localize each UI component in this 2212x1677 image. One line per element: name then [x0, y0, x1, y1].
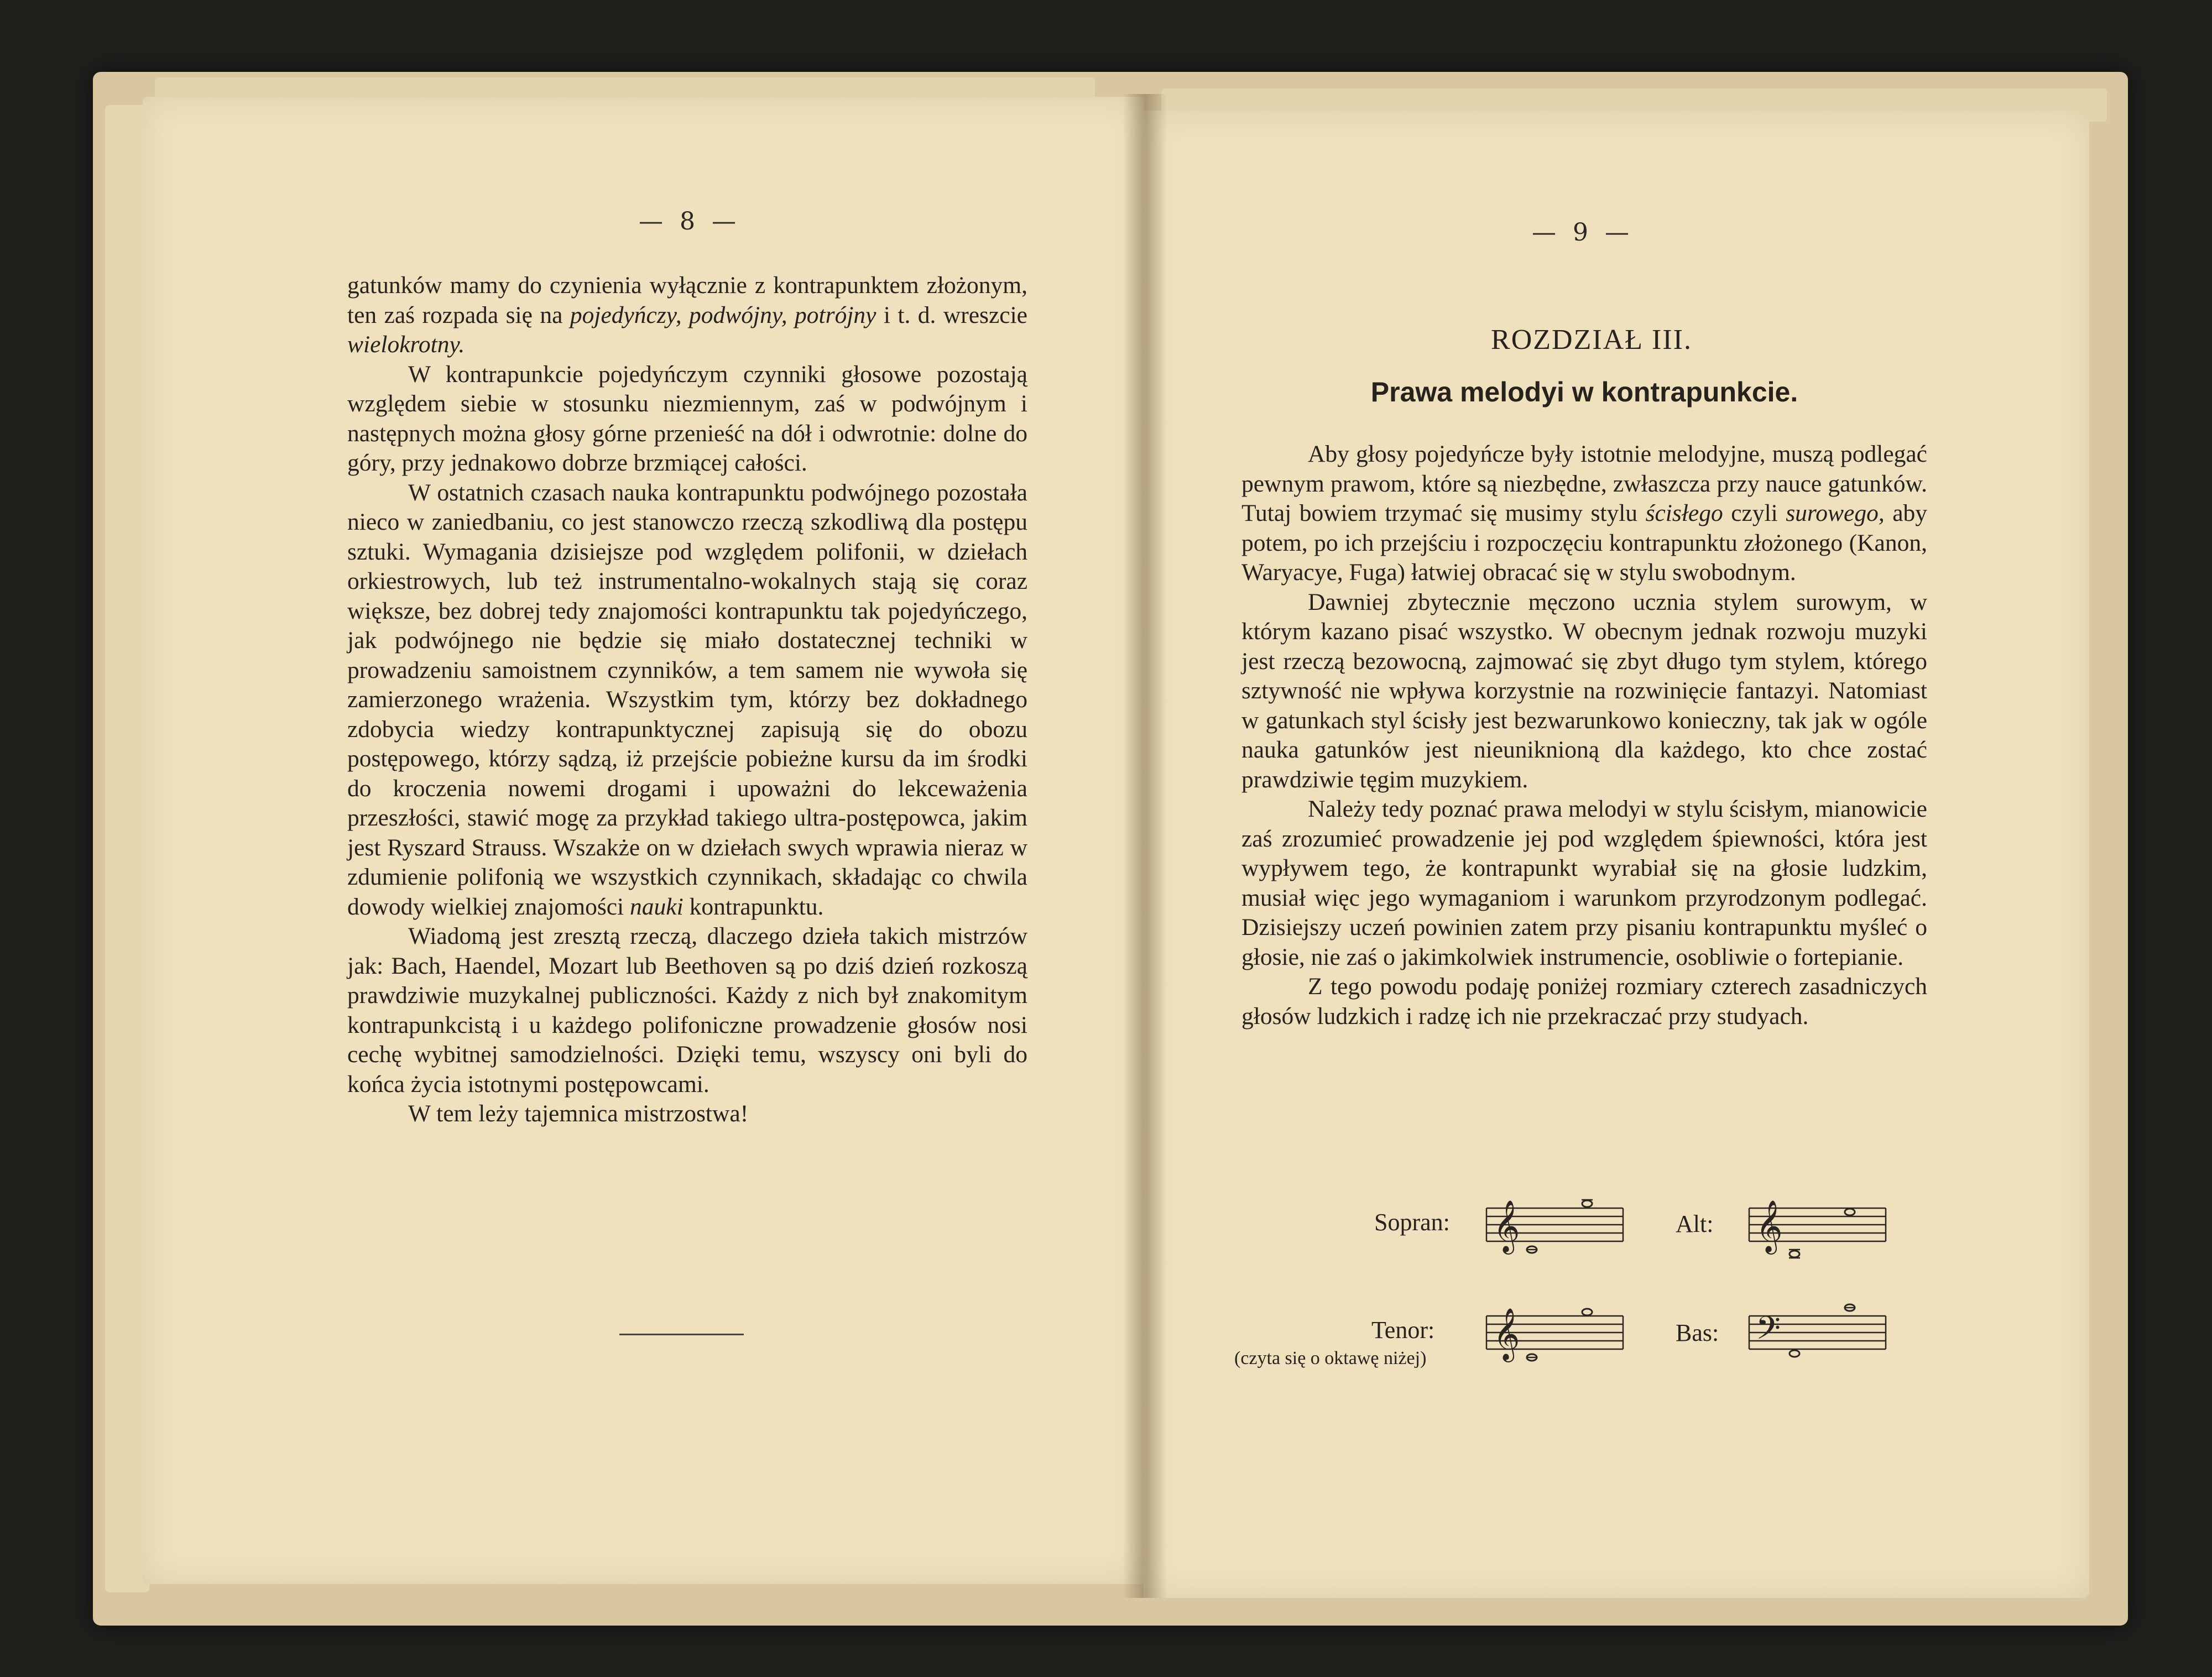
- page-number-left: — 8 —: [639, 207, 740, 236]
- end-rule: [619, 1334, 744, 1335]
- voice-label-bass: Bas:: [1676, 1319, 1719, 1346]
- right-page-text: [1241, 440, 1927, 1031]
- right-paragraph-2: Dawniej zbytecznie męczono ucznia stylem surowym, w którym kazano pisać wszystko. W obecnym jednak rozwoju muzyki jest rzeczą bezowocną, zajmować się zbyt długo tym stylem, którego sztywność nie wpływa korzystnie na rozwinięcie fantazyi. Natomiast w gatunkach styl ścisły jest bezwarunkowo konieczny, tak jak w ogóle nauka gatunków jest nieuniknioną dla każdego, kto chce zostać prawdziwie tęgim muzykiem.: [1241, 588, 1927, 793]
- left-paragraph-1: [347, 271, 1027, 360]
- chapter-subtitle: Prawa melodyi w kontrapunkcie.: [1370, 377, 1798, 408]
- left-paragraph-5: W tem leży tajemnica mistrzostwa!: [408, 1100, 749, 1127]
- left-p1-text: gatunków mamy do czynienia wyłącznie z kontrapunktem złożonym, ten zaś rozpada się na pojedyńczy, podwójny, potrójny i t. d. wreszcie wielokrotny.: [347, 272, 1027, 358]
- alto-staff: [1745, 1194, 1888, 1277]
- treble-clef-icon: 𝄞: [1493, 1200, 1520, 1252]
- soprano-high-note: [1582, 1200, 1592, 1207]
- right-paragraph-4: Z tego powodu podaję poniżej rozmiary czterech zasadniczych głosów ludzkich i radzę ich nie przekraczać przy studyach.: [1241, 973, 1927, 1030]
- bass-clef-icon: 𝄢: [1756, 1309, 1781, 1355]
- treble-clef-icon: 𝄞: [1493, 1308, 1520, 1360]
- page-number-right: — 9 —: [1532, 218, 1634, 247]
- book-gutter: [1123, 94, 1167, 1598]
- tenor-note: (czyta się o oktawę niżej): [1234, 1348, 1427, 1368]
- left-paragraph-3: W ostatnich czasach nauka kontrapunktu podwójnego pozostała nieco w zaniedbaniu, co jest stanowczo rzeczą szkodliwą dla postępu sztuki. Wymagania dzisiejsze pod względem polifonii, w dziełach orkiestrowych, lub też instrumentalno-wokalnych stają się coraz większe, bez dobrej tedy znajomości kontrapunktu tak pojedyńczego, jak podwójnego nie będzie się miało dostatecznej techniki w prowadzeniu samoistnem czynników, a tem samem nie wywoła się zamierzonego wrażenia. Wszystkim tym, którzy bez dokładnego zdobycia wiedzy kontrapunktycznej zapisują się do obozu postępowego, którzy sądzą, iż przejście pobieżne kursu da im środki do kroczenia nowemi drogami i upoważni do lekceważenia przeszłości, stawić mogę za przykład takiego ultra-postępowca, jakim jest Ryszard Strauss. Wszakże on w dziełach swych wprawia nieraz w zdumienie polifonią we wszystkich czynnikach, składając co chwila dowody wielkiej znajomości nauki kontrapunktu.: [347, 479, 1027, 920]
- right-paragraph-1: Aby głosy pojedyńcze były istotnie melodyjne, muszą podlegać pewnym prawom, które są niezbędne, zwłaszcza przy nauce gatunków. Tutaj bowiem trzymać się musimy stylu ścisłego czyli surowego, aby potem, po ich przejściu i rozpoczęciu kontrapunktu złożonego (Kanon, Waryacye, Fuga) łatwiej obracać się w stylu swobodnym.: [1241, 441, 1928, 586]
- voice-label-alto: Alt:: [1676, 1210, 1714, 1237]
- tenor-high-note: [1582, 1309, 1592, 1315]
- left-page-text: [347, 271, 1027, 1129]
- tenor-staff: [1482, 1302, 1626, 1382]
- left-paragraph-4: Wiadomą jest zresztą rzeczą, dlaczego dzieła takich mistrzów jak: Bach, Haendel, Mozart lub Beethoven są po dziś dzień rozkoszą prawdziwie muzykalnej publiczności. Każdy z nich był znakomitym kontrapunkcistą i u każdego polifoniczne prowadzenie głosów nosi cechę wybitnej samodzielności. Dzięki temu, wszyscy oni byli do końca życia istotnymi postępowcami.: [347, 923, 1027, 1098]
- bass-staff: [1745, 1297, 1888, 1374]
- voice-label-soprano: Sopran:: [1374, 1209, 1450, 1236]
- left-paragraph-2: W kontrapunkcie pojedyńczym czynniki głosowe pozostają względem siebie w stosunku niezmiennym, zaś w podwójnym i następnych można głosy górne przenieść na dół i odwrotnie: dolne do góry, przy jednakowo dobrze brzmiącej całości.: [347, 361, 1027, 476]
- alto-high-note: [1845, 1209, 1855, 1215]
- bass-low-note: [1790, 1350, 1799, 1357]
- chapter-title: ROZDZIAŁ III.: [1491, 324, 1692, 356]
- voice-label-tenor: Tenor:: [1371, 1316, 1435, 1344]
- right-paragraph-3: Należy tedy poznać prawa melodyi w stylu ścisłym, mianowicie zaś zrozumieć prowadzenie jej pod względem śpiewności, która jest wypływem tego, że kontrapunkt wyrabiał się na głosie ludzkim, musiał więc jego wymaganiom i warunkom przyrodzonym podlegać. Dzisiejszy uczeń powinien zatem przy pisaniu kontrapunktu myśleć o głosie, nie zaś o jakimkolwiek instrumencie, osobliwie o fortepianie.: [1241, 796, 1927, 970]
- alto-low-note: [1790, 1251, 1799, 1257]
- treble-clef-icon: 𝄞: [1756, 1200, 1783, 1252]
- soprano-staff: [1482, 1192, 1626, 1269]
